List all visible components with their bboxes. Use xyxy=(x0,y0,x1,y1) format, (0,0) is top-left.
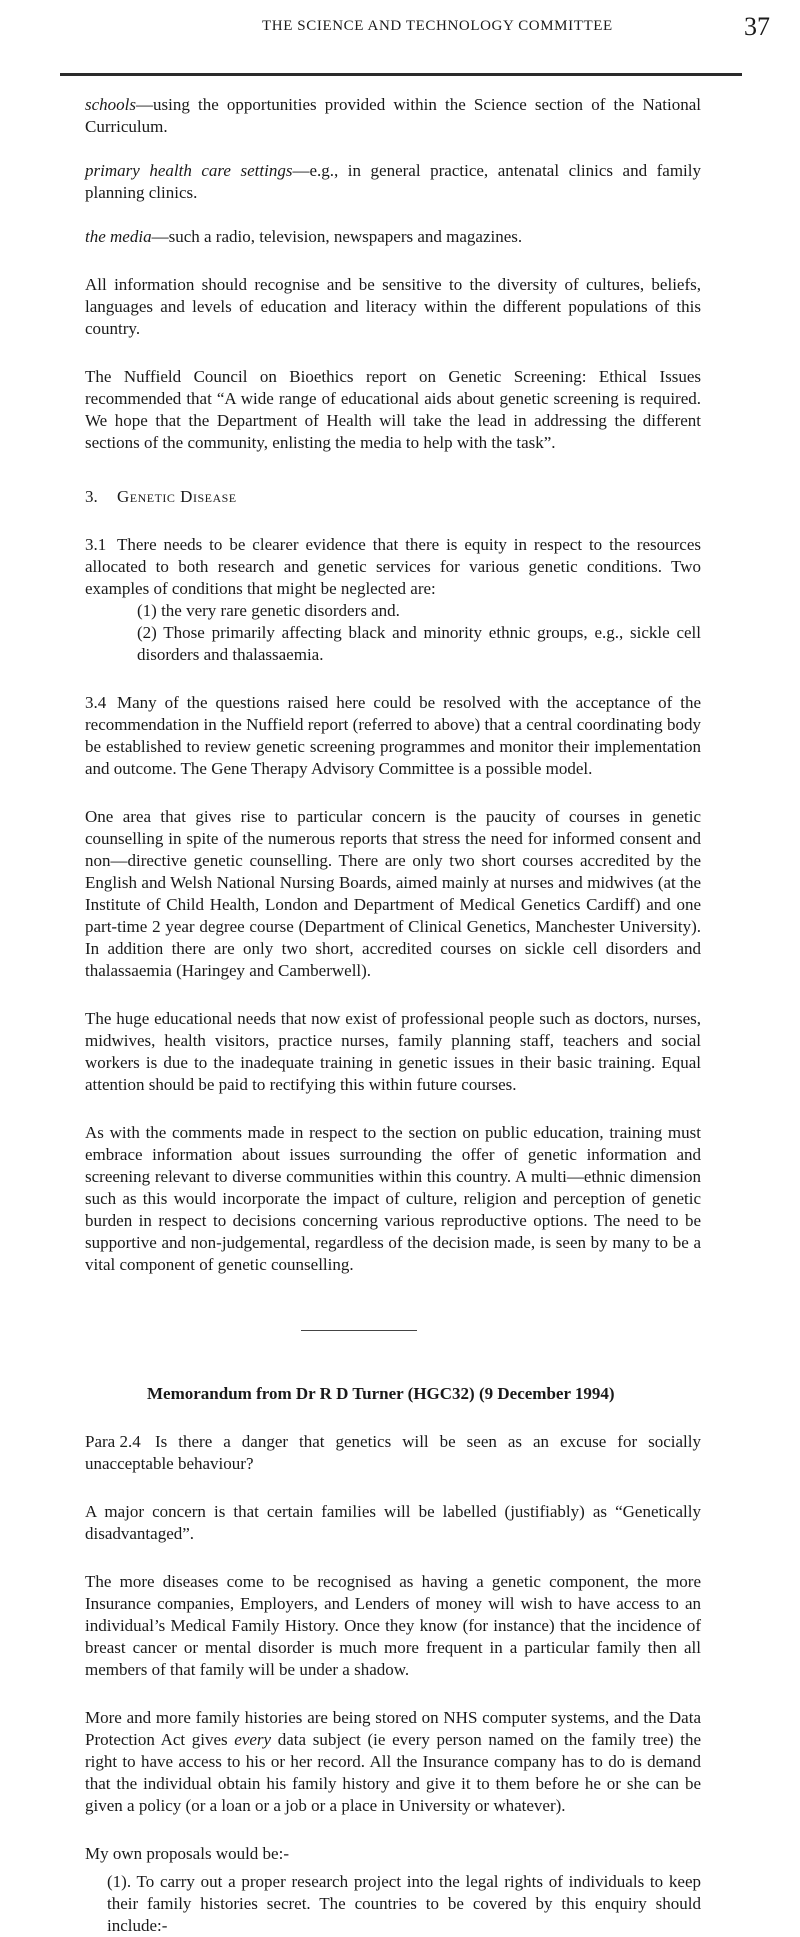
section-heading xyxy=(85,486,701,508)
memo-paragraph-2: The more diseases come to be recognised as having a genetic component, the more Insurance companies, Employers, and Lenders of money will wish to have access to an individual’s Medical Family History. Once they know (for instance) that the incidence of breast cancer or mental disorder is much more frequent in a particular family then all members of that family will be under a shadow. xyxy=(85,1572,701,1679)
intro-item-media xyxy=(85,226,701,248)
page-number: 37 xyxy=(744,12,770,41)
intro-term: primary health care settings xyxy=(85,161,293,180)
memo-paragraph-5: (1). To carry out a proper research project into the legal rights of individuals to keep their family histories secret. The countries to be covered by this enquiry should include:- xyxy=(107,1872,701,1935)
section-number: 3. xyxy=(85,487,98,506)
running-title: THE SCIENCE AND TECHNOLOGY COMMITTEE xyxy=(262,18,613,34)
paragraph-nuffield: The Nuffield Council on Bioethics report on Genetic Screening: Ethical Issues recommended that “A wide range of educational aids about genetic screening is required. We hope that the Department of Health will take the lead in addressing the different sections of the community, enlisting the media to help with the task”. xyxy=(85,367,701,452)
list-item-1: (1) the very rare genetic disorders and. xyxy=(137,601,400,620)
page-body xyxy=(85,94,701,1937)
paragraph-multiethnic: As with the comments made in respect to the section on public education, training must embrace information about issues surrounding the offer of genetic information and screening relevant to diverse communities within this country. A multi—ethnic dimension such as this would incorporate the impact of culture, religion and perception of genetic burden in respect to decisions concerning various reproductive options. The need to be supportive and non-judgemental, regardless of the decision made, is seen by many to be a vital component of genetic counselling. xyxy=(85,1123,701,1274)
intro-term: the media xyxy=(85,227,152,246)
memo-question-text: Is there a danger that genetics will be seen as an excuse for socially unacceptable behaviour? xyxy=(85,1432,701,1473)
memorandum-title: Memorandum from Dr R D Turner (HGC32) (9 December 1994) xyxy=(147,1384,615,1403)
memo-para-label: Para 2.4 xyxy=(85,1432,141,1451)
intro-text: —using the opportunities provided within the Science section of the National Curriculum. xyxy=(85,95,701,136)
paragraph-3-1 xyxy=(85,534,701,600)
section-divider xyxy=(301,1330,417,1331)
memo-paragraph-3 xyxy=(85,1707,701,1817)
paragraph-counselling: One area that gives rise to particular concern is the paucity of courses in genetic counselling in spite of the numerous reports that stress the need for informed consent and non—directive genetic counselling. There are only two short courses accredited by the English and Welsh National Nursing Boards, aimed mainly at nurses and midwives (at the Institute of Child Health, London and Department of Medical Genetics Cardiff) and one part-time 2 year degree course (Department of Clinical Genetics, Manchester University). In addition there are only two short, accredited courses on sickle cell disorders and thalassaemia (Haringey and Camberwell). xyxy=(85,807,701,980)
header-rule xyxy=(60,73,742,76)
intro-term: schools xyxy=(85,95,136,114)
memo-text: data subject (ie every person named on the family tree) the right to have access to his or her record. All the Insurance company has to do is demand that the individual obtain his family history and give it to them before he or she can be given a policy (or a loan or a job or a place in University or whatever). xyxy=(85,1730,701,1815)
paragraph-training: The huge educational needs that now exist of professional people such as doctors, nurses, midwives, health visitors, practice nurses, family planning staff, teachers and social workers is due to the inadequate training in genetic issues in their basic training. Equal attention should be paid to rectifying this within future courses. xyxy=(85,1009,701,1094)
list-item-2: (2) Those primarily affecting black and minority ethnic groups, e.g., sickle cell disorders and thalassaemia. xyxy=(137,623,701,664)
memo-emphasis: every xyxy=(234,1730,272,1749)
section-title: Genetic Disease xyxy=(117,487,237,506)
memo-question xyxy=(85,1431,701,1475)
paragraph-text: Many of the questions raised here could be resolved with the acceptance of the recommendation in the Nuffield report (referred to above) that a central coordinating body be established to review genetic screening programmes and monitor their implementation and outcome. The Gene Therapy Advisory Committee is a possible model. xyxy=(85,693,701,778)
memo-text: More and more family histories are being stored on NHS computer systems, and the Data Protection Act gives xyxy=(85,1708,701,1749)
intro-text: —such a radio, television, newspapers and magazines. xyxy=(151,227,523,246)
memo-paragraph-4: My own proposals would be:- xyxy=(85,1844,289,1863)
paragraph-number: 3.4 xyxy=(85,693,107,712)
paragraph-text: There needs to be clearer evidence that there is equity in respect to the resources allocated to both research and genetic services for various genetic conditions. Two examples of conditions that might be neglected are: xyxy=(85,535,701,598)
intro-text: —e.g., in general practice, antenatal clinics and family planning clinics. xyxy=(85,161,701,202)
paragraph-diversity: All information should recognise and be sensitive to the diversity of cultures, beliefs, languages and levels of education and literacy within the different populations of this country. xyxy=(85,275,701,338)
intro-item-primary-care xyxy=(85,160,701,204)
running-header xyxy=(0,12,800,41)
memo-paragraph-1: A major concern is that certain families will be labelled (justifiably) as “Genetically disadvantaged”. xyxy=(85,1502,701,1543)
intro-item-schools xyxy=(85,94,701,138)
paragraph-number: 3.1 xyxy=(85,535,107,554)
paragraph-3-4 xyxy=(85,692,701,780)
